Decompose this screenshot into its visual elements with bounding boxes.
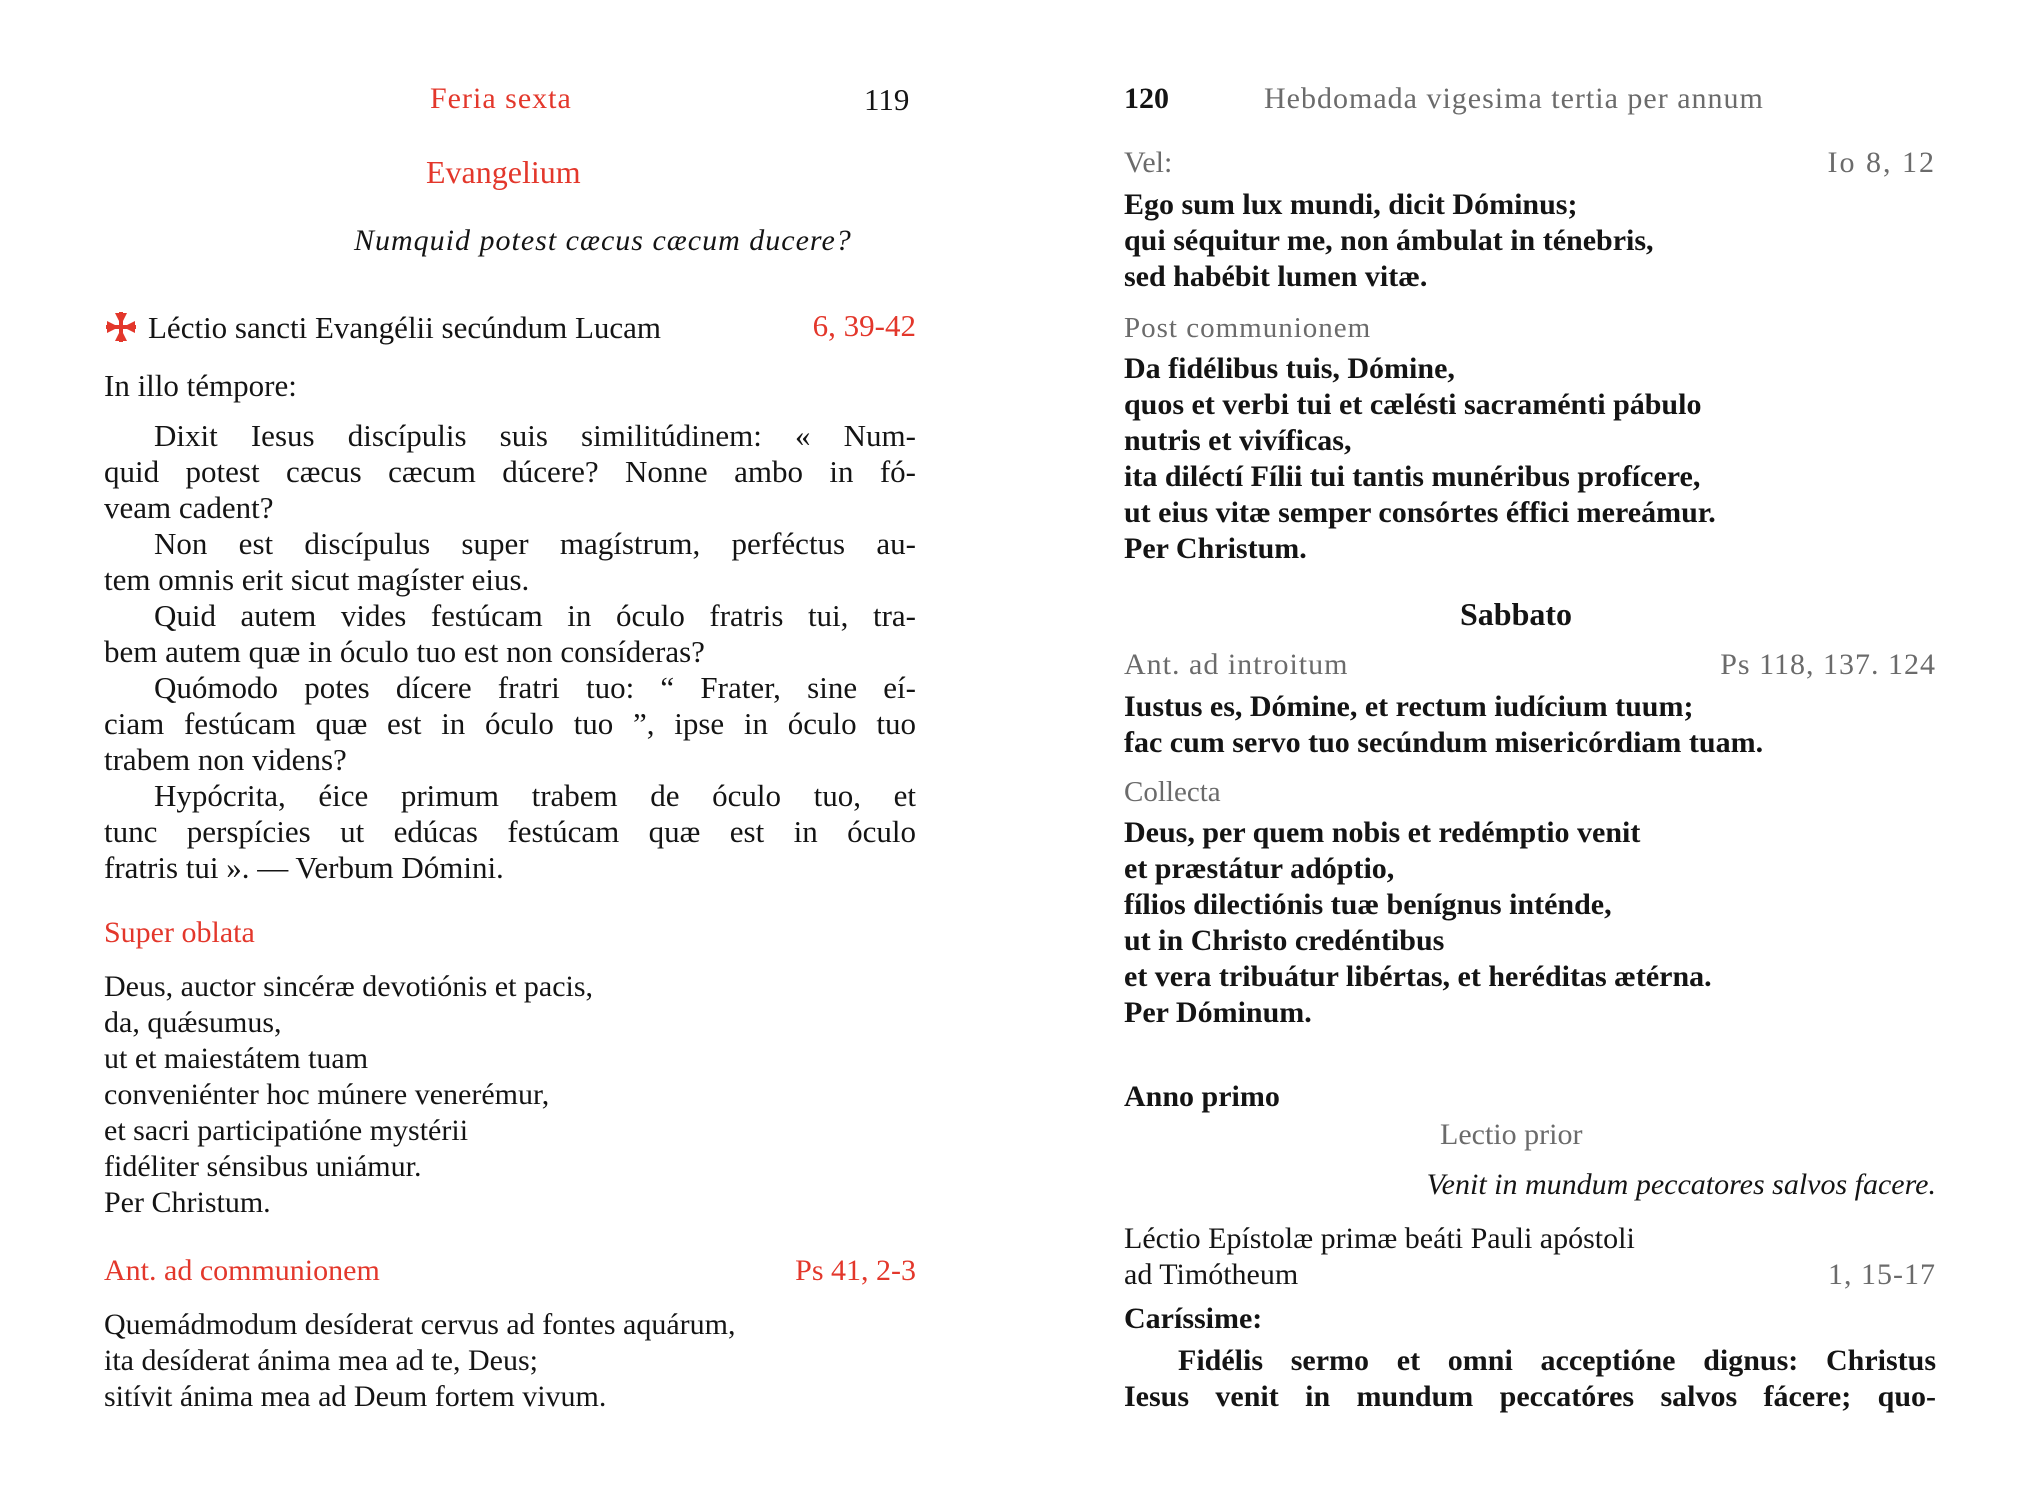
introit-heading: Ant. ad introitum xyxy=(1124,648,1349,681)
day-title: Sabbato xyxy=(1460,596,1573,632)
prayer-line: Per Dóminum. xyxy=(1124,996,1312,1029)
lectio-subtitle: Venit in mundum peccatores salvos facere. xyxy=(1426,1168,1936,1201)
gospel-line: tunc perspícies ut edúcas festúcam quæ est in óculo xyxy=(104,814,916,849)
antiphon-line: Iustus es, Dómine, et rectum iudícium tuum; xyxy=(1124,690,1694,723)
prayer-line: Deus, auctor sincéræ devotiónis et pacis, xyxy=(104,970,594,1003)
prayer-line: ita diléctí Fílii tui tantis munéribus profícere, xyxy=(1124,460,1701,493)
gospel-intro: In illo témpore: xyxy=(104,368,297,403)
gospel-line: Dixit Iesus discípulis suis similitúdinem: « Num- xyxy=(154,418,916,453)
prayer-line: conveniénter hoc múnere venerémur, xyxy=(104,1078,550,1111)
prayer-line: Da fidélibus tuis, Dómine, xyxy=(1124,352,1455,385)
introit-reference: Ps 118, 137. 124 xyxy=(1720,648,1936,681)
page-number-left: 119 xyxy=(864,82,910,117)
anno-heading: Anno primo xyxy=(1124,1080,1280,1113)
communion-line: Quemádmodum desíderat cervus ad fontes aquárum, xyxy=(104,1308,736,1341)
running-head-right: Hebdomada vigesima tertia per annum xyxy=(1264,82,1764,115)
right-page xyxy=(1124,0,1936,1500)
epistle-title-line: Léctio Epístolæ primæ beáti Pauli apóstoli xyxy=(1124,1222,1635,1255)
super-oblata-heading: Super oblata xyxy=(104,916,255,949)
prayer-line: Per Christum. xyxy=(104,1186,271,1219)
gospel-line: Non est discípulus super magístrum, perféctus au- xyxy=(154,526,916,561)
page-number-right: 120 xyxy=(1124,82,1169,115)
reading-title-row xyxy=(104,310,916,344)
reading-title: Léctio sancti Evangélii secúndum Lucam xyxy=(148,310,662,345)
prayer-line: quos et verbi tui et cælésti sacraménti pábulo xyxy=(1124,388,1702,421)
prayer-line: Per Christum. xyxy=(1124,532,1307,565)
prayer-line: ut in Christo credéntibus xyxy=(1124,924,1445,957)
vel-row xyxy=(1124,148,1936,178)
prayer-line: ut eius vitæ semper consórtes éffici mereámur. xyxy=(1124,496,1716,529)
reading-reference: 6, 39-42 xyxy=(812,308,916,343)
gospel-subtitle: Numquid potest cæcus cæcum ducere? xyxy=(354,224,852,257)
communion-heading: Ant. ad communionem xyxy=(104,1254,380,1287)
vel-label: Vel: xyxy=(1124,146,1173,179)
gospel-line: trabem non videns? xyxy=(104,742,347,777)
communion-line: sitívit ánima mea ad Deum fortem vivum. xyxy=(104,1380,607,1413)
communion-reference: Ps 41, 2-3 xyxy=(795,1254,916,1287)
prayer-line: da, quǽsumus, xyxy=(104,1006,282,1039)
prayer-line: et præstátur adóptio, xyxy=(1124,852,1395,885)
gospel-line: fratris tui ». — Verbum Dómini. xyxy=(104,850,504,885)
gospel-line: Hypócrita, éice primum trabem de óculo tuo, et xyxy=(154,778,916,813)
prayer-line: ut et maiestátem tuam xyxy=(104,1042,369,1075)
running-head-left: Feria sexta xyxy=(430,82,572,115)
introit-row xyxy=(1124,650,1936,680)
prayer-line: et vera tribuátur libértas, et heréditas ætérna. xyxy=(1124,960,1712,993)
gospel-line: bem autem quæ in óculo tuo est non consíderas? xyxy=(104,634,705,669)
collecta-heading: Collecta xyxy=(1124,776,1221,808)
antiphon-line: sed habébit lumen vitæ. xyxy=(1124,260,1428,293)
gospel-line: Quid autem vides festúcam in óculo fratris tui, tra- xyxy=(154,598,916,633)
prayer-line: nutris et vivíficas, xyxy=(1124,424,1352,457)
gospel-line: quid potest cæcus cæcum dúcere? Nonne ambo in fó- xyxy=(104,454,916,489)
antiphon-line: Ego sum lux mundi, dicit Dóminus; xyxy=(1124,188,1578,221)
epistle-line: Iesus venit in mundum peccatóres salvos fácere; quo- xyxy=(1124,1380,1936,1413)
gospel-line: tem omnis erit sicut magíster eius. xyxy=(104,562,530,597)
antiphon-line: qui séquitur me, non ámbulat in ténebris, xyxy=(1124,224,1654,257)
gospel-line: Quómodo potes dícere fratri tuo: “ Frater, sine eí- xyxy=(154,670,916,705)
left-page xyxy=(104,0,916,1500)
gospel-line: ciam festúcam quæ est in óculo tuo ”, ipse in óculo tuo xyxy=(104,706,916,741)
prayer-line: Deus, per quem nobis et redémptio venit xyxy=(1124,816,1641,849)
antiphon-line: fac cum servo tuo secúndum misericórdiam tuam. xyxy=(1124,726,1764,759)
prayer-line: fílios dilectiónis tuæ benígnus inténde, xyxy=(1124,888,1612,921)
epistle-title-line: ad Timótheum xyxy=(1124,1258,1299,1291)
gospel-line: veam cadent? xyxy=(104,490,274,525)
communion-line: ita desíderat ánima mea ad te, Deus; xyxy=(104,1344,538,1377)
epistle-title-row xyxy=(1124,1260,1936,1290)
prayer-line: et sacri participatióne mystérii xyxy=(104,1114,469,1147)
post-communionem-heading: Post communionem xyxy=(1124,312,1372,344)
epistle-intro: Caríssime: xyxy=(1124,1302,1263,1335)
vel-reference: Io 8, 12 xyxy=(1827,146,1936,179)
prayer-line: fidéliter sénsibus uniámur. xyxy=(104,1150,422,1183)
epistle-reference: 1, 15-17 xyxy=(1828,1258,1936,1291)
section-title-evangelium: Evangelium xyxy=(426,154,581,190)
communion-heading-row xyxy=(104,1256,916,1286)
maltese-cross-icon xyxy=(104,310,138,344)
epistle-line: Fidélis sermo et omni acceptióne dignus: Christus xyxy=(1178,1344,1936,1377)
lectio-prior-heading: Lectio prior xyxy=(1440,1118,1583,1151)
running-head-right-row xyxy=(1124,84,1936,114)
